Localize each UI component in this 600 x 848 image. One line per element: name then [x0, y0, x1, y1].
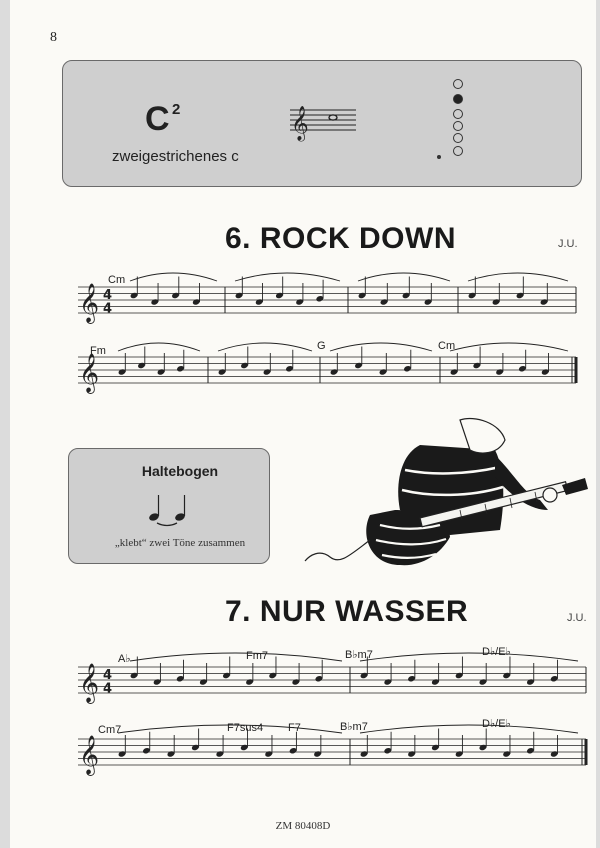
page-number: 8 [50, 30, 57, 45]
svg-text:4: 4 [103, 301, 113, 317]
score-page [10, 0, 596, 848]
chord-symbol: F7 [288, 722, 301, 734]
chord-symbol: D♭/E♭ [482, 646, 511, 658]
chord-symbol: B♭m7 [340, 721, 368, 733]
composer-credit: J.U. [558, 238, 578, 250]
chord-symbol: Cm [108, 274, 126, 286]
note-description: zweigestrichenes c [112, 148, 239, 165]
song-title-nur-wasser: 7. NUR WASSER [225, 595, 469, 628]
time-signature: 4 [103, 668, 113, 683]
staff [78, 343, 576, 394]
chord-symbol: F7sus4 [227, 722, 264, 734]
note-name: C [145, 100, 170, 138]
staff [78, 273, 576, 324]
chord-symbol: D♭/E♭ [482, 718, 511, 730]
chord-symbol: A♭ [118, 653, 131, 665]
treble-clef-icon: 𝄞 [291, 106, 309, 141]
music-staves [10, 0, 596, 848]
treble-clef-icon: 𝄞 [79, 283, 100, 323]
song-title-rock-down: 6. ROCK DOWN [225, 222, 456, 255]
chord-symbol: Fm7 [246, 650, 268, 662]
staff [78, 725, 586, 776]
treble-clef-icon: 𝄞 [79, 735, 100, 775]
composer-credit: J.U. [567, 612, 587, 624]
chord-symbol: B♭m7 [345, 649, 373, 661]
haltebogen-description: „klebt“ zwei Töne zusammen [114, 537, 246, 549]
time-signature: 4 [103, 288, 113, 303]
chord-symbol: Fm [90, 345, 106, 357]
note-superscript: 2 [172, 101, 181, 118]
haltebogen-title: Haltebogen [141, 463, 219, 479]
staff [78, 653, 586, 704]
chord-symbol: Cm7 [98, 724, 122, 736]
svg-text:4: 4 [103, 681, 113, 697]
publisher-code: ZM 80408D [275, 820, 331, 832]
chord-symbol: Cm [438, 340, 456, 352]
treble-clef-icon: 𝄞 [79, 663, 100, 703]
chord-symbol: G [317, 340, 326, 352]
treble-clef-icon: 𝄞 [79, 353, 100, 393]
